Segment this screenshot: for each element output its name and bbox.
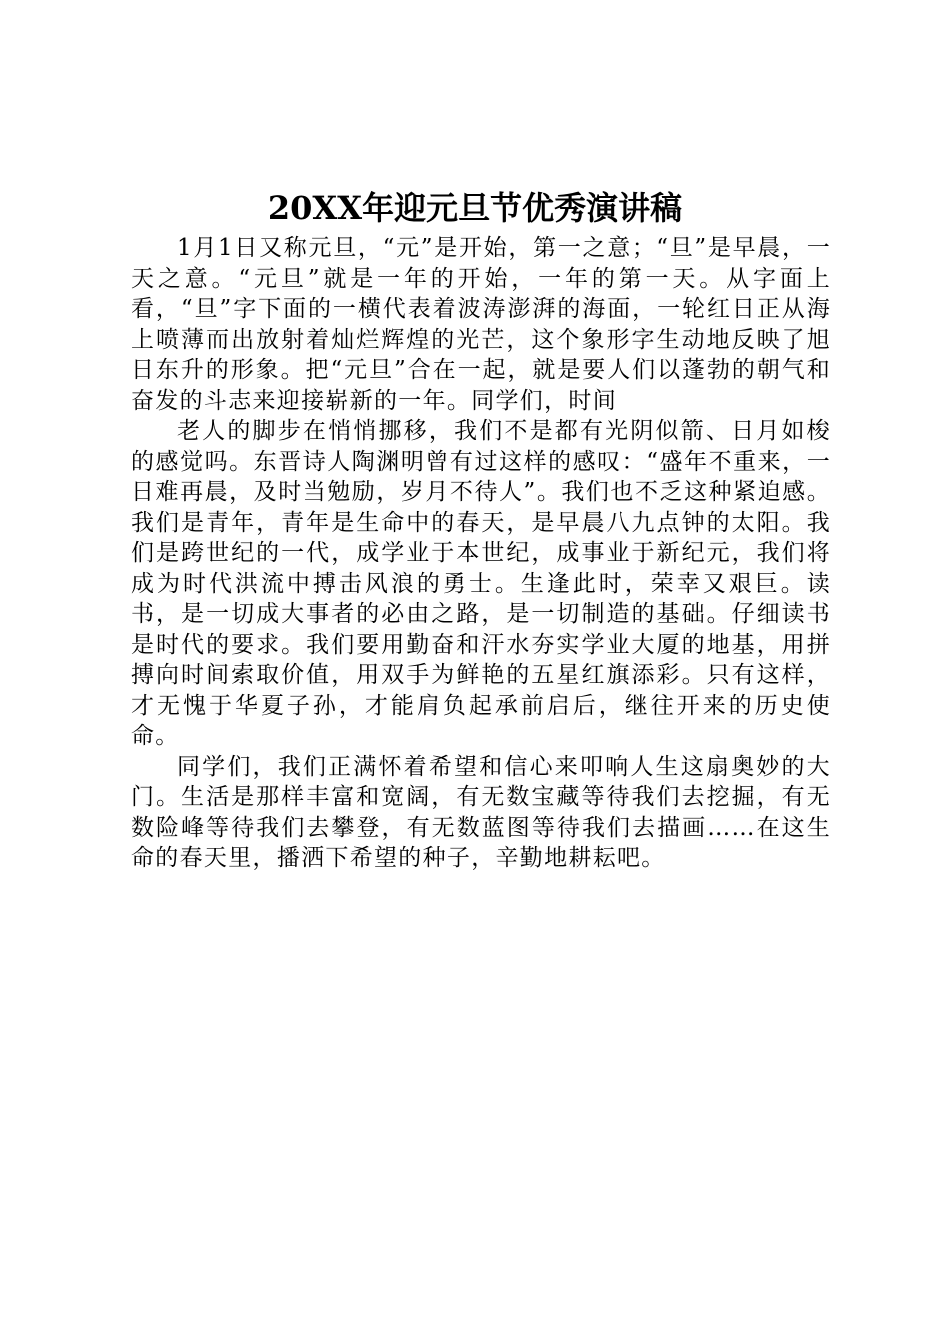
- paragraph-3: 同学们，我们正满怀着希望和信心来叩响人生这扇奥妙的大门。生活是那样丰富和宽阔，有无数宝藏等待我们去挖掘，有无数险峰等待我们去攀登，有无数蓝图等待我们去描画……在这生命的春天里，播洒下希望的种子，辛勤地耕耘吧。: [131, 753, 831, 871]
- paragraph-2: 老人的脚步在悄悄挪移，我们不是都有光阴似箭、日月如梭的感觉吗。东晋诗人陶渊明曾有过这样的感叹：“盛年不重来，一日难再晨，及时当勉励，岁月不待人”。我们也不乏这种紧迫感。我们是青年，青年是生命中的春天，是早晨八九点钟的太阳。我们是跨世纪的一代，成学业于本世纪，成事业于新纪元，我们将成为时代洪流中搏击风浪的勇士。生逢此时，荣幸又艰巨。读书，是一切成大事者的必由之路，是一切制造的基础。仔细读书是时代的要求。我们要用勤奋和汗水夯实学业大厦的地基，用拼搏向时间索取价值，用双手为鲜艳的五星红旗添彩。只有这样，才无愧于华夏子孙，才能肩负起承前启后，继往开来的历史使命。: [131, 418, 831, 749]
- document-title: 20XX年迎元旦节优秀演讲稿: [267, 189, 683, 227]
- paragraph-1: 1月1日又称元旦，“元”是开始，第一之意；“旦”是早晨，一天之意。“元旦”就是一年的开始，一年的第一天。从字面上看，“旦”字下面的一横代表着波涛澎湃的海面，一轮红日正从海上喷薄而出放射着灿烂辉煌的光芒，这个象形字生动地反映了旭日东升的形象。把“元旦”合在一起，就是要人们以蓬勃的朝气和奋发的斗志来迎接崭新的一年。同学们，时间: [131, 235, 831, 414]
- document-body: [131, 233, 831, 874]
